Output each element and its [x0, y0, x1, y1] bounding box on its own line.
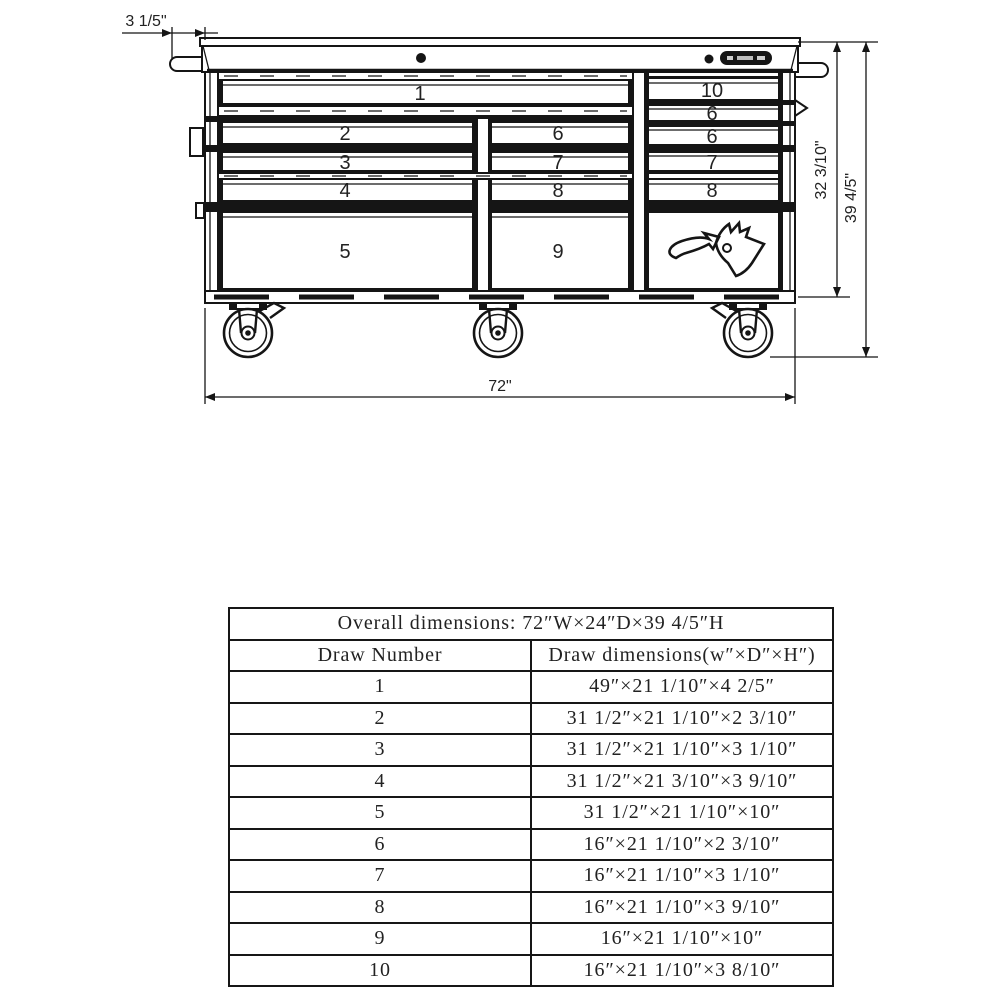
table-row: [229, 671, 833, 703]
col-header-draw-dimensions: Draw dimensions(w″×D″×H″): [531, 640, 833, 672]
svg-text:1: 1: [414, 83, 426, 105]
draw-dimensions: 31 1/2″×21 1/10″×10″: [531, 797, 833, 829]
table-row-overall: [229, 608, 833, 640]
table-row: [229, 892, 833, 924]
drawer-dimensions-table: [228, 607, 834, 987]
draw-number: 10: [229, 955, 531, 987]
draw-number: 9: [229, 923, 531, 955]
drawer-8-right: [648, 179, 779, 202]
table-row: [229, 829, 833, 861]
draw-number: 3: [229, 734, 531, 766]
drawer-5: [222, 212, 473, 289]
divider-right: [633, 72, 645, 291]
svg-text:6: 6: [706, 103, 718, 125]
svg-text:8: 8: [706, 180, 718, 202]
caster-middle: [474, 303, 522, 357]
drawer-6b-right: [648, 126, 779, 148]
svg-text:10: 10: [700, 80, 724, 102]
draw-dimensions: 16″×21 1/10″×3 1/10″: [531, 860, 833, 892]
drawer-3: [222, 152, 473, 174]
table-header-row: [229, 640, 833, 672]
cabinet-drawing: [0, 0, 1000, 440]
draw-dimensions: 16″×21 1/10″×2 3/10″: [531, 829, 833, 861]
draw-dimensions: 49″×21 1/10″×4 2/5″: [531, 671, 833, 703]
drawer-7: [491, 152, 629, 174]
draw-dimensions: 16″×21 1/10″×3 9/10″: [531, 892, 833, 924]
svg-text:5: 5: [339, 241, 351, 263]
draw-number: 5: [229, 797, 531, 829]
drawer-7-right: [648, 152, 779, 174]
logo-panel: [648, 212, 779, 289]
table-row: [229, 923, 833, 955]
svg-text:6: 6: [706, 126, 718, 148]
svg-text:72": 72": [488, 378, 512, 395]
table-row: [229, 955, 833, 987]
caster-left: [224, 303, 284, 357]
drawer-2: [222, 122, 473, 145]
table-row: [229, 860, 833, 892]
draw-dimensions: 31 1/2″×21 1/10″×3 1/10″: [531, 734, 833, 766]
draw-dimensions: 31 1/2″×21 3/10″×3 9/10″: [531, 766, 833, 798]
lock-dot: [416, 53, 426, 63]
svg-text:8: 8: [552, 180, 564, 202]
draw-number: 7: [229, 860, 531, 892]
draw-number: 1: [229, 671, 531, 703]
drawer-4: [222, 179, 473, 202]
svg-text:32 3/10": 32 3/10": [813, 140, 830, 200]
draw-number: 6: [229, 829, 531, 861]
drawer-8: [491, 179, 629, 202]
svg-text:2: 2: [339, 123, 351, 145]
draw-number: 4: [229, 766, 531, 798]
table-row: [229, 797, 833, 829]
svg-text:3: 3: [339, 152, 351, 174]
svg-text:39 4/5": 39 4/5": [843, 172, 860, 224]
draw-dimensions: 16″×21 1/10″×3 8/10″: [531, 955, 833, 987]
svg-text:6: 6: [552, 123, 564, 145]
table-row: [229, 703, 833, 735]
brand-badge: [720, 51, 772, 65]
draw-dimensions: 16″×21 1/10″×10″: [531, 923, 833, 955]
draw-number: 8: [229, 892, 531, 924]
table-row: [229, 766, 833, 798]
drawer-6a-right: [648, 103, 779, 125]
divider-left: [477, 118, 489, 291]
cabinet-top: [200, 38, 800, 72]
drawer-6: [491, 122, 629, 145]
svg-text:9: 9: [552, 241, 564, 263]
drawer-9: [491, 212, 629, 289]
svg-text:4: 4: [339, 180, 351, 202]
table-row: [229, 734, 833, 766]
caster-right: [712, 303, 772, 357]
svg-text:7: 7: [552, 152, 564, 174]
draw-number: 2: [229, 703, 531, 735]
svg-text:7: 7: [706, 152, 718, 174]
overall-dimensions: Overall dimensions: 72″W×24″D×39 4/5″H: [229, 608, 833, 640]
drawer-1: [222, 80, 629, 105]
badge-dot: [705, 55, 714, 64]
draw-dimensions: 31 1/2″×21 1/10″×2 3/10″: [531, 703, 833, 735]
svg-text:3 1/5": 3 1/5": [125, 13, 167, 30]
col-header-draw-number: Draw Number: [229, 640, 531, 672]
base-band: [205, 291, 795, 303]
drawer-10: [648, 78, 779, 102]
